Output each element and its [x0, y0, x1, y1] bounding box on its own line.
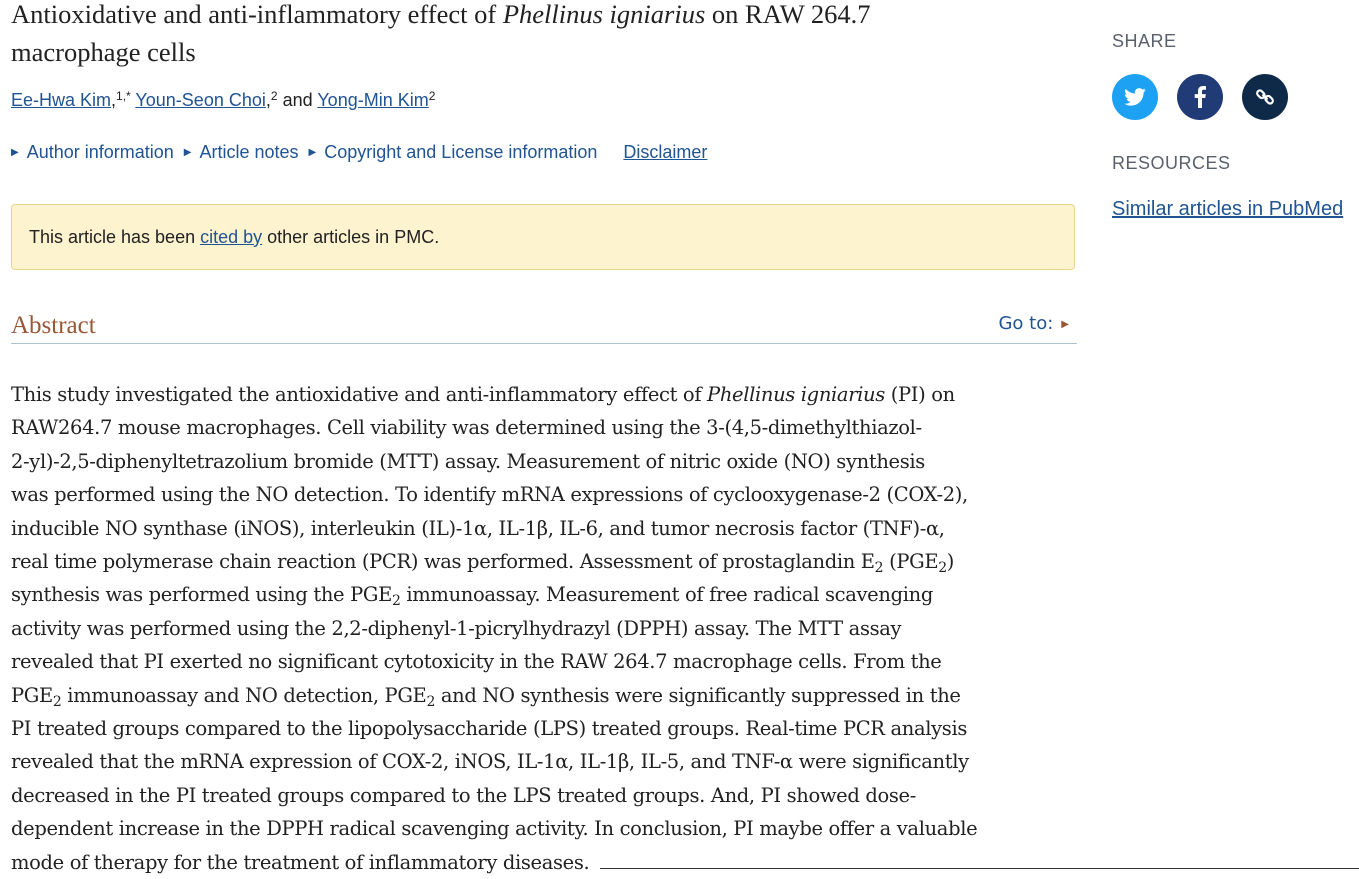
title-text-3: macrophage cells — [11, 37, 196, 67]
disclaimer-link[interactable]: Disclaimer — [623, 142, 708, 162]
abstract-line: decreased in the PI treated groups compared to the LPS treated groups. And, PI showed dose- — [11, 783, 916, 807]
title-text-1: Antioxidative and anti-inflammatory effect of — [11, 0, 503, 29]
author-affiliation-sup: 2 — [428, 89, 436, 103]
author-link[interactable]: Youn-Seon Choi — [135, 90, 266, 110]
similar-articles-link[interactable]: Similar articles in PubMed — [1112, 198, 1344, 220]
abstract-line: revealed that the mRNA expression of COX-2, iNOS, IL-1α, IL-1β, IL-5, and TNF-α were significantly — [11, 750, 969, 774]
and-text: and — [282, 90, 313, 110]
author-link[interactable]: Ee-Hwa Kim — [11, 90, 112, 110]
goto-menu[interactable] — [998, 313, 1069, 334]
abstract-line: 2-yl)-2,5-diphenyltetrazolium bromide (MTT) assay. Measurement of nitric oxide (NO) synthesis — [11, 449, 925, 473]
triangle-right-icon: ▶ — [11, 147, 19, 158]
cited-by-link[interactable]: cited by — [200, 226, 263, 247]
author-affiliation-sup: 1,* — [116, 89, 131, 103]
author-affiliation-sup: 2 — [270, 89, 278, 103]
abstract-line: dependent increase in the DPPH radical scavenging activity. In conclusion, PI maybe offer a valuable — [11, 817, 978, 841]
abstract-text — [11, 378, 1081, 879]
abstract-line: activity was performed using the 2,2-diphenyl-1-picrylhydrazyl (DPPH) assay. The MTT assay — [11, 616, 902, 640]
author-link[interactable]: Yong-Min Kim — [317, 90, 429, 110]
abstract-line: revealed that PI exerted no significant cytotoxicity in the RAW 264.7 macrophage cells. From the — [11, 650, 942, 674]
abstract-line: inducible NO synthase (iNOS), interleukin (IL)-1α, IL-1β, IL-6, and tumor necrosis factor (TNF)-α, — [11, 516, 945, 540]
goto-label: Go to: — [998, 313, 1054, 334]
copy-link-button[interactable] — [1242, 74, 1288, 120]
abstract-line: RAW264.7 mouse macrophages. Cell viability was determined using the 3-(4,5-dimethylthiazol- — [11, 416, 922, 440]
article-notes-toggle[interactable]: Article notes — [199, 142, 299, 162]
facebook-icon — [1194, 86, 1206, 108]
abstract-line: This study investigated the antioxidative and anti-inflammatory effect of Phellinus igniarius (PI) on — [11, 383, 955, 406]
abstract-line: mode of therapy for the treatment of inflammatory diseases. — [11, 850, 590, 874]
abstract-line: synthesis was performed using the $PGE_2$ immunoassay. Measurement of free radical scavenging — [11, 583, 933, 610]
twitter-share-button[interactable] — [1112, 74, 1158, 120]
cited-prefix: This article has been — [29, 226, 196, 247]
article-title — [11, 0, 1077, 71]
title-text-2: on RAW 264.7 — [705, 0, 871, 29]
triangle-right-icon: ▶ — [308, 147, 317, 158]
triangle-right-icon: ▶ — [183, 147, 192, 158]
abstract-line: PI treated groups compared to the lipopolysaccharide (LPS) treated groups. Real-time PCR analysis — [11, 717, 967, 741]
cited-by-notice — [11, 204, 1075, 270]
abstract-header — [11, 308, 1077, 344]
author-information-toggle[interactable]: Author information — [26, 142, 174, 162]
cited-suffix: other articles in PMC. — [267, 226, 440, 247]
abstract-line: was performed using the NO detection. To identify mRNA expressions of cyclooxygenase-2 (COX-2), — [11, 483, 968, 507]
facebook-share-button[interactable] — [1177, 74, 1223, 120]
copyright-license-toggle[interactable]: Copyright and License information — [324, 142, 598, 162]
article-meta-links — [11, 142, 707, 163]
twitter-icon — [1124, 88, 1146, 106]
author-list: Ee-Hwa Kim,$^{1,*}$ Youn-Seon Choi,$^2$ and Yong-Min Kim$^2$ — [11, 89, 436, 110]
title-species: Phellinus igniarius — [502, 0, 706, 29]
link-icon — [1254, 86, 1276, 108]
abstract-line: real time polymerase chain reaction (PCR) was performed. Assessment of prostaglandin $E_2$ $(PGE_2)$ — [11, 550, 955, 577]
resources-heading: RESOURCES — [1112, 153, 1231, 173]
share-heading: SHARE — [1112, 31, 1177, 51]
page-divider — [600, 868, 1359, 869]
abstract-line: $PGE_2$ immunoassay and NO detection, $PGE_2$ and NO synthesis were significantly suppressed in the — [11, 683, 961, 710]
article-main — [11, 0, 1077, 874]
triangle-right-icon: ▶ — [1061, 319, 1069, 330]
share-buttons — [1112, 74, 1288, 120]
abstract-heading: Abstract — [11, 312, 96, 339]
